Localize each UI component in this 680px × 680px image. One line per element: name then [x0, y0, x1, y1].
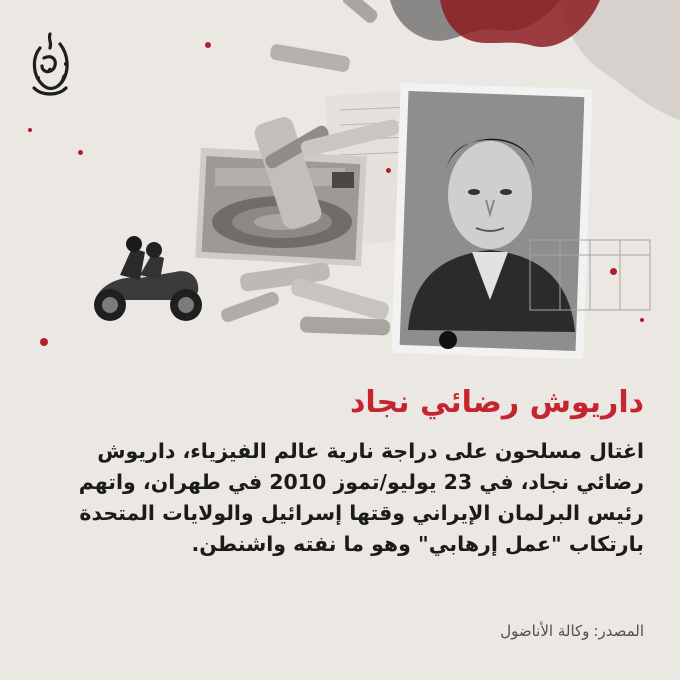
al-jazeera-logo-icon — [22, 30, 78, 102]
blood-drop — [40, 338, 48, 346]
blood-drop — [28, 128, 32, 132]
source-label: المصدر: — [593, 622, 644, 640]
portrait-photo — [391, 83, 592, 360]
blood-drop — [205, 42, 211, 48]
source-credit — [244, 622, 644, 640]
article-body: اغتال مسلحون على دراجة نارية عالم الفيزياء، داريوش رضائي نجاد، في 23 يوليو/تموز 2010 في طهران، واتهم رئيس البرلمان الإيراني وقتها إسرائيل والولايات المتحدة بارتكاب "عمل إرهابي" وهو ما نفته واشنطن. — [78, 439, 644, 556]
motorcycle-riders-photo — [94, 236, 202, 321]
blood-drop — [386, 168, 391, 173]
blood-drop — [640, 318, 644, 322]
source-value: وكالة الأناضول — [500, 622, 590, 640]
headline-title: داريوش رضائي نجاد — [350, 385, 644, 420]
blood-drop — [78, 150, 83, 155]
blood-drop — [610, 268, 617, 275]
